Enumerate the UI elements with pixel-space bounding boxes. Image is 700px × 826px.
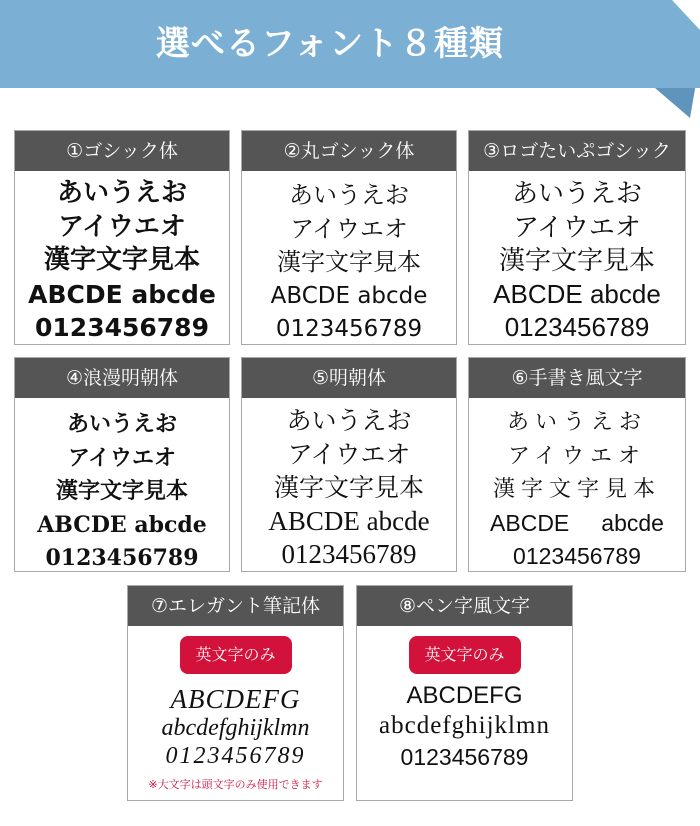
card-title: ④浪漫明朝体 — [15, 358, 229, 398]
sample-hiragana: あいうえお — [511, 178, 642, 208]
sample-alphabet: ABCDE abcde — [28, 279, 216, 309]
sample-digits: 0123456789 — [35, 313, 209, 342]
sample-hiragana: あいうえお — [66, 411, 177, 437]
sample-digits: 0123456789 — [165, 743, 306, 769]
sample-katakana: アイウエオ — [507, 443, 647, 469]
sample-digits: 0123456789 — [45, 545, 199, 571]
sample-kanji: 漢字文字見本 — [273, 473, 424, 502]
font-sample — [469, 171, 685, 345]
font-card-elegant-script — [127, 585, 344, 801]
sample-lowercase: abcdefghijklmn — [379, 712, 550, 739]
font-sample — [128, 626, 343, 792]
font-card-gothic — [14, 130, 230, 345]
latin-only-badge: 英文字のみ — [180, 636, 292, 674]
sample-digits: 0123456789 — [504, 312, 650, 342]
latin-only-badge: 英文字のみ — [409, 636, 521, 674]
sample-katakana: アイウエオ — [58, 211, 186, 242]
sample-katakana: アイウエオ — [287, 439, 411, 469]
font-card-pen-script — [356, 585, 573, 801]
sample-hiragana: あいうえお — [56, 178, 187, 208]
sample-katakana: アイウエオ — [513, 211, 641, 242]
sample-kanji: 漢字文字見本 — [492, 477, 661, 502]
sample-digits: 0123456789 — [281, 539, 417, 569]
sample-digits: 0123456789 — [400, 744, 529, 770]
card-title: ①ゴシック体 — [15, 131, 229, 171]
card-title: ③ロゴたいぷゴシック — [469, 131, 685, 171]
card-title: ⑦エレガント筆記体 — [128, 586, 343, 626]
sample-digits: 0123456789 — [513, 543, 641, 569]
sample-uppercase: ABCDEFG — [406, 682, 523, 709]
font-card-roman-mincho — [14, 357, 230, 572]
sample-alphabet: ABCDE abcde — [268, 505, 430, 536]
sample-alphabet-row — [469, 507, 685, 541]
banner-title: 選べるフォント８種類 — [155, 24, 505, 64]
sample-katakana: アイウエオ — [290, 214, 408, 243]
font-sample — [357, 626, 572, 772]
sample-lowercase: abcdefghijklmn — [161, 715, 310, 741]
sample-hiragana: あいうえお — [506, 410, 647, 435]
banner — [0, 0, 700, 120]
font-card-round-gothic — [241, 130, 457, 345]
sample-kanji: 漢字文字見本 — [498, 245, 655, 275]
font-sample — [469, 398, 685, 574]
sample-uppercase: ABCDE — [490, 509, 570, 536]
font-sample — [15, 398, 229, 576]
font-sample — [242, 171, 456, 347]
sample-kanji: 漢字文字見本 — [55, 478, 188, 504]
font-card-mincho — [241, 357, 457, 572]
font-card-handwriting — [468, 357, 686, 572]
sample-uppercase: ABCDEFG — [170, 684, 301, 714]
font-card-logotype-gothic — [468, 130, 686, 345]
sample-kanji: 漢字文字見本 — [277, 248, 421, 276]
sample-alphabet: ABCDE abcde — [270, 282, 428, 309]
sample-lowercase: abcde — [601, 509, 664, 536]
sample-katakana: アイウエオ — [67, 444, 177, 471]
font-sample — [242, 398, 456, 572]
sample-hiragana: あいうえお — [289, 181, 409, 209]
sample-hiragana: あいうえお — [286, 406, 412, 435]
card-title: ②丸ゴシック体 — [242, 131, 456, 171]
sample-alphabet: ABCDE abcde — [37, 511, 207, 538]
card-title: ⑥手書き風文字 — [469, 358, 685, 398]
sample-digits: 0123456789 — [275, 316, 423, 342]
sample-alphabet: ABCDE abcde — [493, 278, 661, 309]
sample-kanji: 漢字文字見本 — [43, 245, 200, 275]
card-title: ⑧ペン字風文字 — [357, 586, 572, 626]
card-title: ⑤明朝体 — [242, 358, 456, 398]
capital-usage-note: ※大文字は頭文字のみ使用できます — [148, 778, 323, 791]
font-sample — [15, 171, 229, 345]
